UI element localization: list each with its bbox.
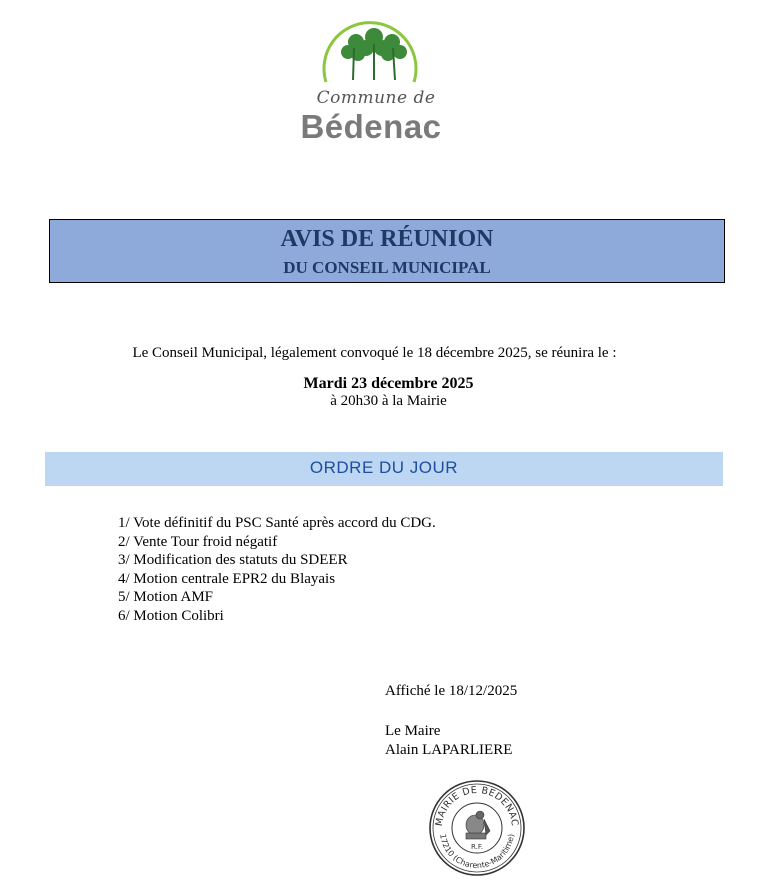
agenda-list: [118, 514, 436, 625]
tree-logo-icon: [296, 4, 456, 94]
intro-text: Le Conseil Municipal, légalement convoqué le 18 décembre 2025, se réunira le :: [132, 345, 617, 361]
agenda-item: 6/ Motion Colibri: [118, 607, 224, 624]
stamp-center-text: R.F.: [471, 843, 483, 851]
meeting-date: Mardi 23 décembre 2025: [303, 375, 474, 392]
page-subtitle: DU CONSEIL MUNICIPAL: [283, 258, 491, 277]
agenda-item: 3/ Modification des statuts du SDEER: [118, 552, 348, 568]
agenda-item: 2/ Vente Tour froid négatif: [118, 533, 278, 550]
agenda-item: 5/ Motion AMF: [118, 589, 214, 605]
title-banner: [49, 219, 725, 283]
logo-script-text: Commune de: [316, 88, 436, 108]
stamp-top-text: MAIRIE DE BEDENAC: [433, 784, 521, 828]
agenda-item: 4/ Motion centrale EPR2 du Blayais: [118, 570, 336, 587]
posted-date: Affiché le 18/12/2025: [385, 683, 518, 699]
agenda-heading-band: [45, 452, 723, 486]
stamp-bottom-text: 17210 (Charente-Maritime): [438, 833, 516, 871]
agenda-heading: ORDRE DU JOUR: [309, 458, 459, 477]
commune-logo: [296, 4, 456, 144]
agenda-item: 1/ Vote définitif du PSC Santé après accord du CDG.: [118, 515, 436, 531]
signatory-name: Alain LAPARLIERE: [385, 742, 513, 758]
intro-paragraph: [0, 345, 777, 362]
meeting-time-place: à 20h30 à la Mairie: [330, 393, 447, 409]
logo-commune-name: Bédenac: [300, 108, 442, 145]
official-seal-icon: [428, 779, 526, 877]
mairie-stamp: [428, 779, 526, 877]
page-title: AVIS DE RÉUNION: [280, 226, 494, 252]
signatory-title: Le Maire: [385, 723, 441, 739]
